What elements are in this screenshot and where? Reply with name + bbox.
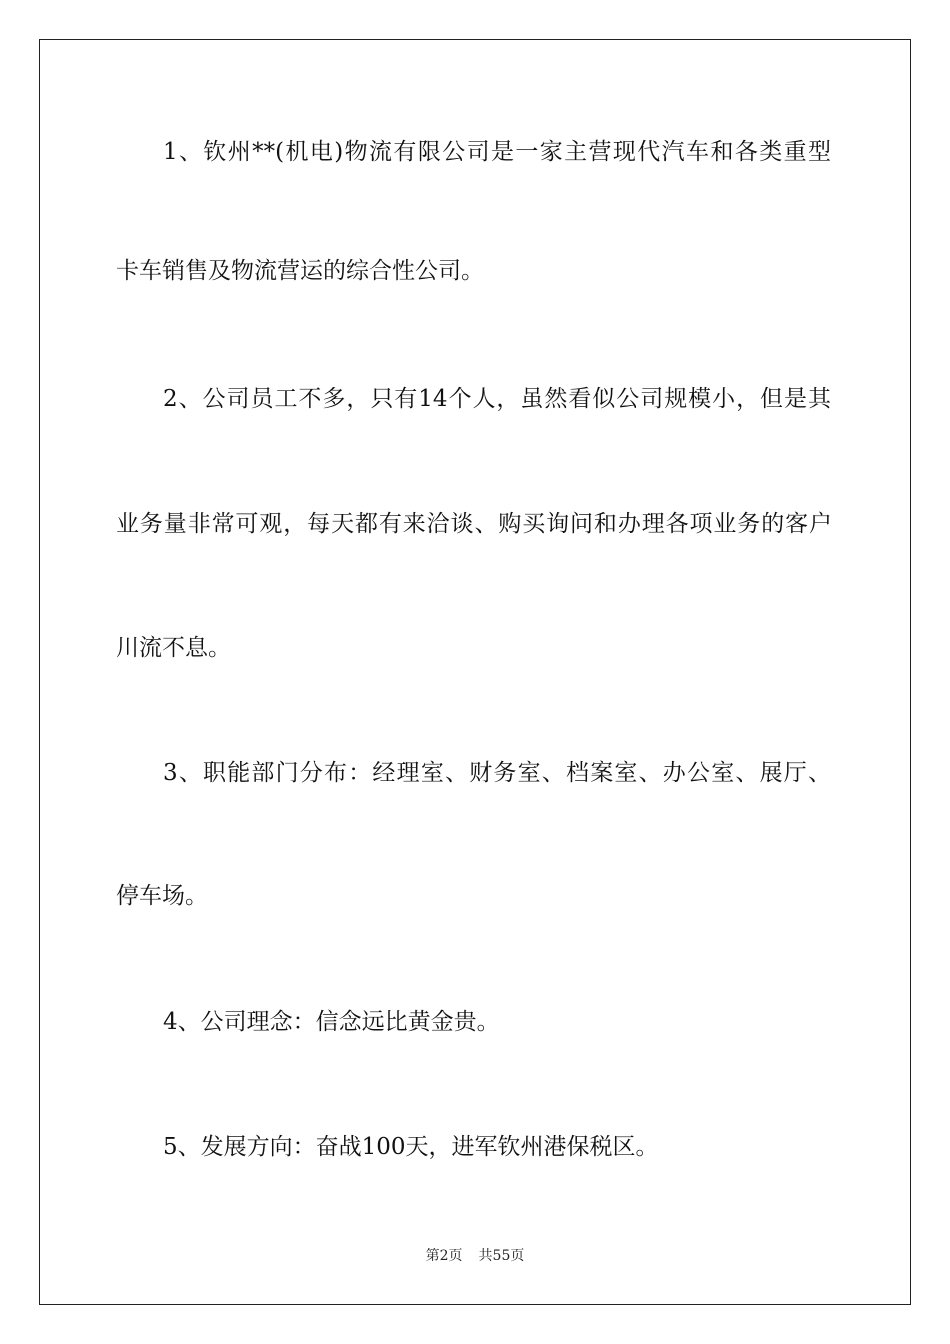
page-frame — [39, 39, 911, 1305]
paragraph-2-line-1: 2、公司员工不多，只有14个人，虽然看似公司规模小，但是其 — [163, 386, 831, 412]
paragraph-2-line-2: 业务量非常可观，每天都有来洽谈、购买询问和办理各项业务的客户 — [116, 511, 832, 537]
paragraph-3-line-2: 停车场。 — [116, 883, 208, 909]
paragraph-4: 4、公司理念：信念远比黄金贵。 — [163, 1009, 500, 1035]
paragraph-1-line-1: 1、钦州**(机电)物流有限公司是一家主营现代汽车和各类重型 — [163, 139, 831, 165]
paragraph-5: 5、发展方向：奋战100天，进军钦州港保税区。 — [163, 1134, 659, 1160]
paragraph-3-line-1: 3、职能部门分布：经理室、财务室、档案室、办公室、展厅、 — [163, 760, 831, 786]
paragraph-2-line-3: 川流不息。 — [116, 635, 231, 661]
paragraph-1-line-2: 卡车销售及物流营运的综合性公司。 — [116, 258, 484, 284]
page-footer — [0, 1245, 950, 1265]
page-number: 第2页 — [425, 1248, 463, 1264]
page-total: 共55页 — [478, 1248, 525, 1264]
